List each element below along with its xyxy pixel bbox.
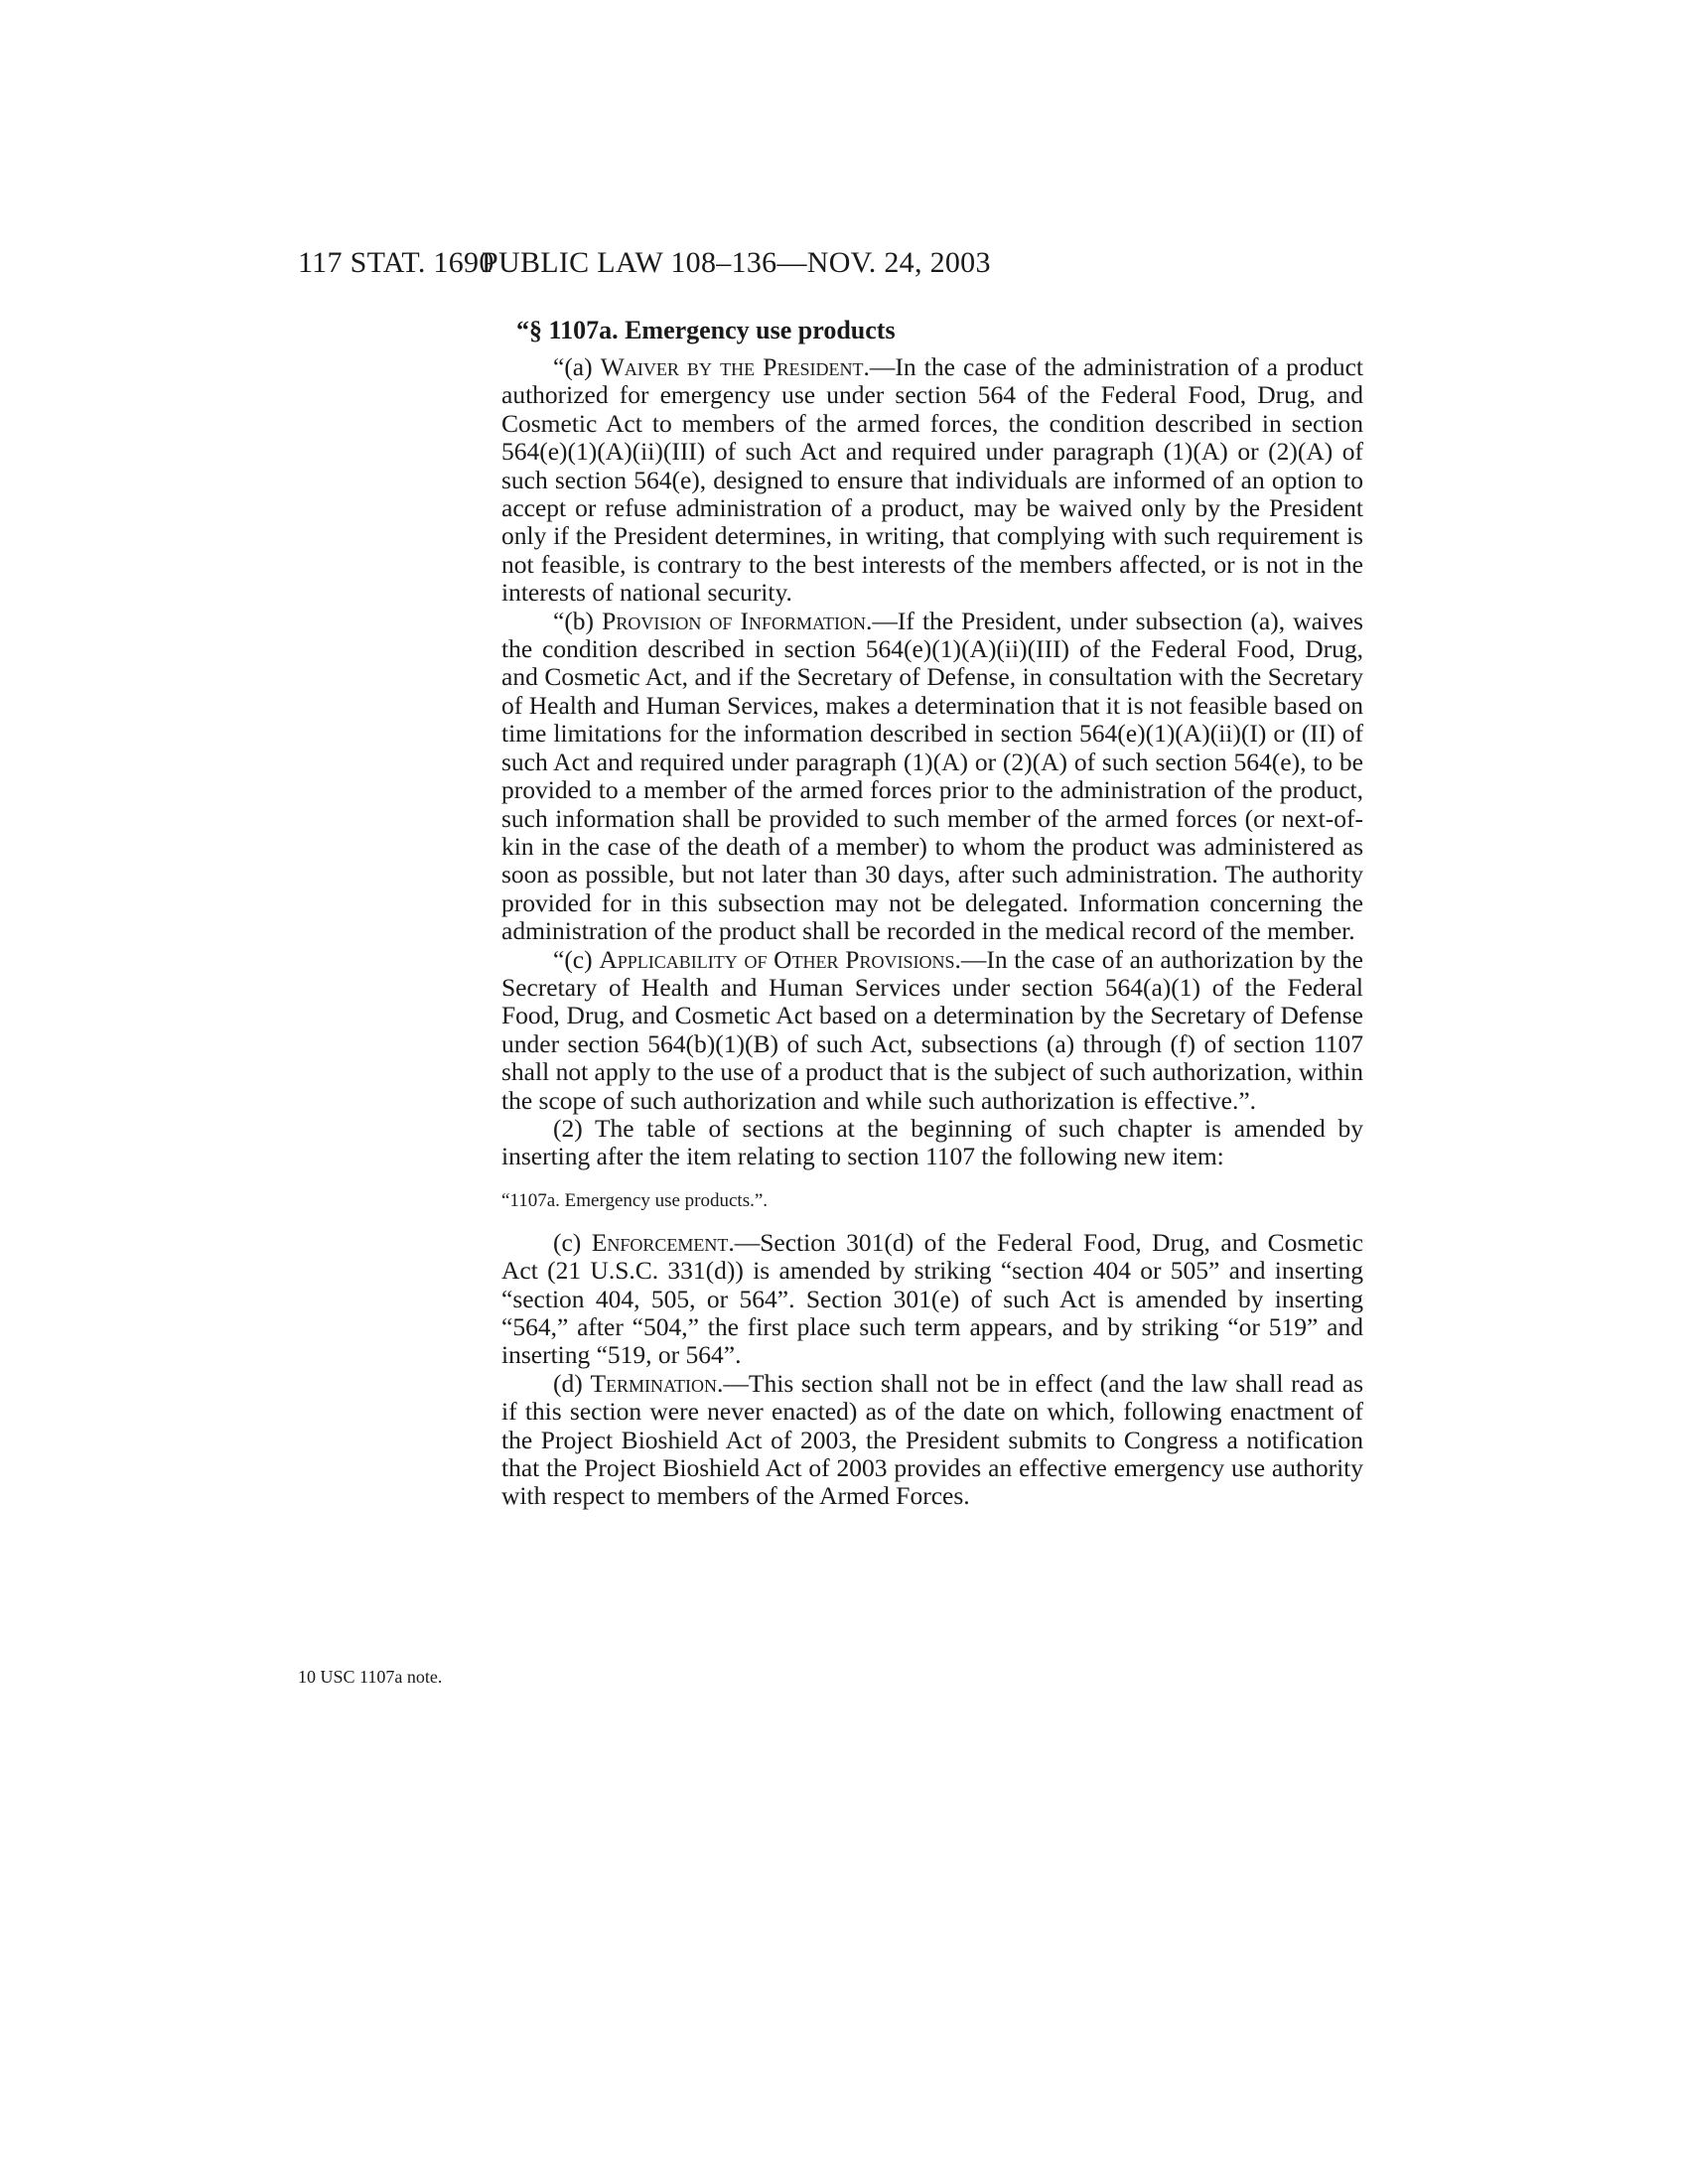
paragraph-2: (2) The table of sections at the beginning of such chapter is amended by inserting after the item relating to section 1107 the following new item: — [501, 1113, 1363, 1171]
subsection-a-heading: Waiver by the President. — [600, 352, 870, 381]
subsection-b: “(b) Provision of Information.—If the President, under subsection (a), waives the condition described in section 564(e)(1)(A)(ii)(III) of the Federal Food, Drug, and Cosmetic Act, and if the Secretary of Defense, in consultation with the Secretary of Health and Human Services, makes a determination that it is not feasible based on time limitations for the information described in section 564(e)(1)(A)(ii)(I) or (II) of such Act and required under paragraph (1)(A) or (2)(A) of such section 564(e), to be provided to a member of the armed forces prior to the administration of the product, such information shall be provided to such member of the armed forces (or next-of-kin in the case of the death of a member) to whom the product was administered as soon as possible, but not later than 30 days, after such administration. The authority provided for in this subsection may not be delegated. Information concerning the administration of the product shall be recorded in the medical record of the member. — [501, 606, 1363, 946]
table-of-sections-item: “1107a. Emergency use products.”. — [501, 1189, 769, 1211]
subsection-b-heading: Provision of Information. — [602, 606, 873, 635]
running-head — [298, 246, 991, 280]
section-heading: “§ 1107a. Emergency use products — [516, 316, 896, 344]
stat-page-number: 117 STAT. 1690 — [298, 246, 494, 279]
subsection-enforcement: (c) Enforcement.—Section 301(d) of the Federal Food, Drug, and Cosmetic Act (21 U.S.C. 331(d)) is amended by striking “section 404 or 505” and inserting “section 404, 505, or 564”. Section 301(e) of such Act is amended by inserting “564,” after “504,” the first place such term appears, and by striking “or 519” and inserting “519, or 564”. — [501, 1227, 1363, 1370]
running-title: PUBLIC LAW 108–136—NOV. 24, 2003 — [482, 246, 991, 279]
body-text — [501, 353, 1363, 1511]
subsection-termination: (d) Termination.—This section shall not be in effect (and the law shall read as if this section were never enacted) as of the date on which, following enactment of the Project Bioshield Act of 2003, the President submits to Congress a notification that the Project Bioshield Act of 2003 provides an effective emergency use authority with respect to members of the Armed Forces. — [501, 1368, 1363, 1511]
subsection-c-heading: Applicability of Other Provisions. — [599, 944, 961, 974]
termination-heading: Termination. — [590, 1368, 724, 1398]
subsection-a: “(a) Waiver by the President.—In the case of the administration of a product authorized for emergency use under section 564 of the Federal Food, Drug, and Cosmetic Act to members of the armed forces, the condition described in section 564(e)(1)(A)(ii)(III) of such Act and required under paragraph (1)(A) or (2)(A) of such section 564(e), designed to ensure that individuals are informed of an option to accept or refuse administration of a product, may be waived only by the President only if the President determines, in writing, that complying with such requirement is not feasible, is contrary to the best interests of the members affected, or is not in the interests of national security. — [501, 352, 1364, 608]
margin-note: 10 USC 1107a note. — [298, 1667, 443, 1687]
enforcement-heading: Enforcement. — [591, 1227, 735, 1257]
subsection-c: “(c) Applicability of Other Provisions.—In the case of an authorization by the Secretary of Health and Human Services under section 564(a)(1) of the Federal Food, Drug, and Cosmetic Act based on a determination by the Secretary of Defense under section 564(b)(1)(B) of such Act, subsections (a) through (f) of section 1107 shall not apply to the use of a product that is the subject of such authorization, within the scope of such authorization and while such authorization is effective.”. — [501, 944, 1363, 1115]
